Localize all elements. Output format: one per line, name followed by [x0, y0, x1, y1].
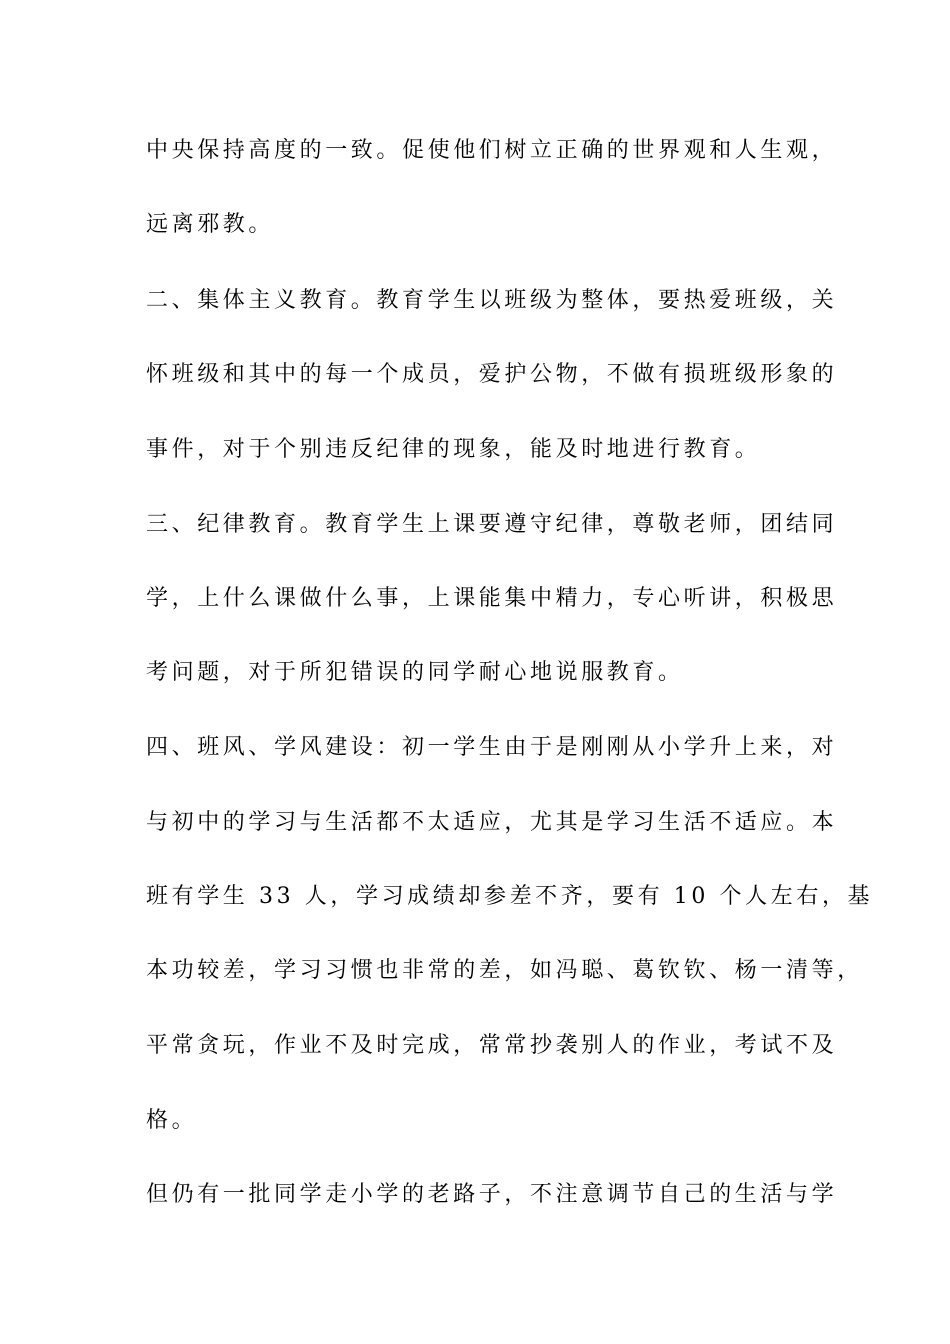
text-line: 怀班级和其中的每一个成员，爱护公物，不做有损班级形象的 — [146, 362, 838, 387]
text-line: 三、纪律教育。教育学生上课要遵守纪律，尊敬老师，团结同 — [146, 512, 838, 537]
text-line: 考问题，对于所犯错误的同学耐心地说服教育。 — [146, 660, 684, 685]
text-line: 平常贪玩，作业不及时完成，常常抄袭别人的作业，考试不及 — [146, 1033, 838, 1058]
text-line: 远离邪教。 — [146, 212, 275, 237]
text-line: 四、班风、学风建设：初一学生由于是刚刚从小学升上来，对 — [146, 735, 838, 760]
text-line: 但仍有一批同学走小学的老路子，不注意调节自己的生活与学 — [146, 1182, 838, 1207]
text-line: 本功较差，学习习惯也非常的差，如冯聪、葛钦钦、杨一清等， — [146, 958, 863, 983]
text-line: 学，上什么课做什么事，上课能集中精力，专心听讲，积极思 — [146, 586, 838, 611]
text-line: 班有学生 33 人，学习成绩却参差不齐，要有 10 个人左右，基 — [146, 884, 874, 909]
text-line: 事件，对于个别违反纪律的现象，能及时地进行教育。 — [146, 437, 761, 462]
text-line: 中央保持高度的一致。促使他们树立正确的世界观和人生观， — [146, 138, 838, 163]
text-line: 格。 — [146, 1108, 198, 1133]
text-line: 与初中的学习与生活都不太适应，尤其是学习生活不适应。本 — [146, 810, 838, 835]
text-line: 二、集体主义教育。教育学生以班级为整体，要热爱班级，关 — [146, 288, 838, 313]
